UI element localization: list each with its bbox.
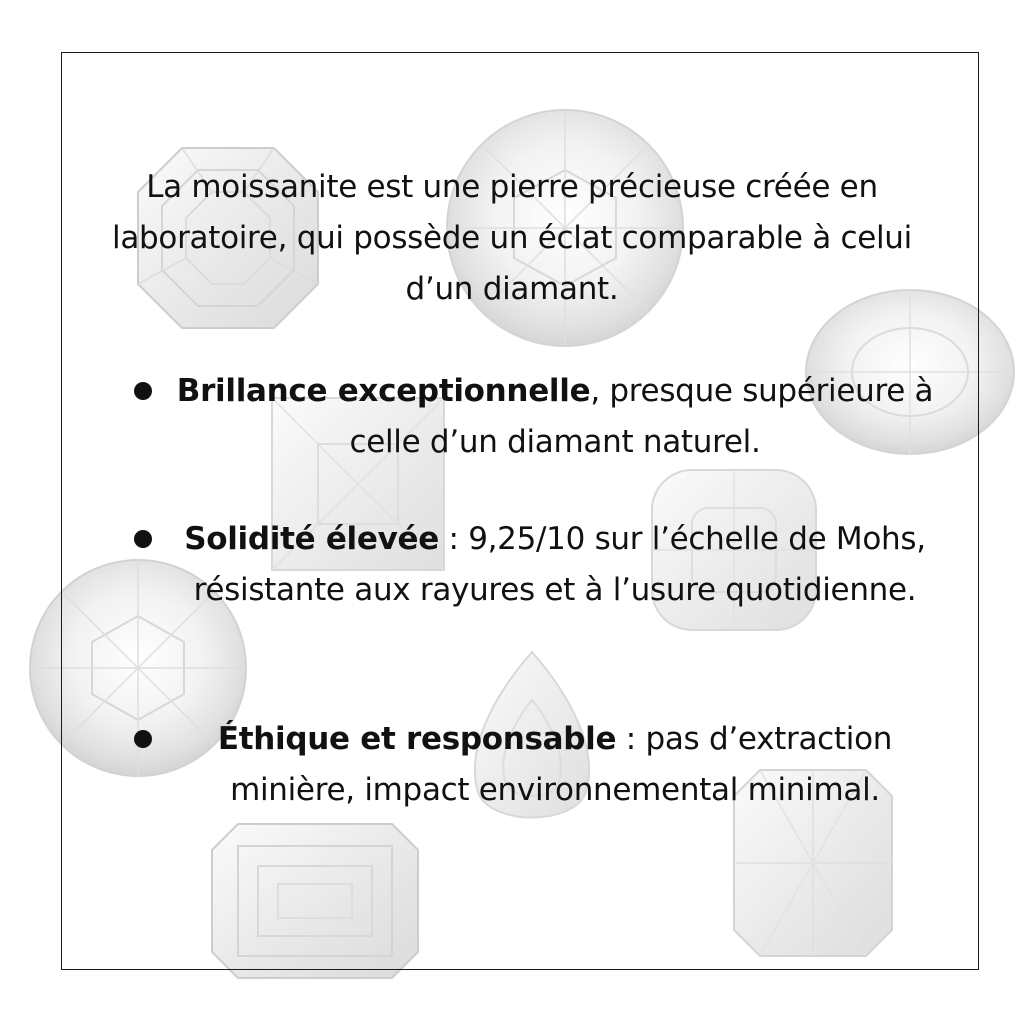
intro-paragraph: La moissanite est une pierre précieuse créée en laboratoire, qui possède un éclat comparable à celui d’un diamant. bbox=[112, 169, 912, 307]
bullet-dot-icon bbox=[134, 530, 152, 548]
bullet-bold: Solidité élevée bbox=[184, 521, 439, 557]
bullet-bold: Brillance exceptionnelle bbox=[176, 373, 591, 409]
bullet-dot-icon bbox=[134, 730, 152, 748]
bullet-bold: Éthique et responsable bbox=[217, 721, 617, 757]
bullet-rest: : 9,25/10 sur l’échelle de Mohs, résistante aux rayures et à l’usure quotidienne. bbox=[193, 521, 926, 608]
bullet-text bbox=[170, 366, 940, 468]
bullet-text bbox=[170, 714, 940, 816]
bullet-rest: : pas d’extraction minière, impact environnemental minimal. bbox=[230, 721, 893, 808]
bullet-dot-icon bbox=[134, 382, 152, 400]
bullet-rest: , presque supérieure à celle d’un diamant naturel. bbox=[349, 373, 934, 460]
bullet-text bbox=[170, 514, 940, 616]
